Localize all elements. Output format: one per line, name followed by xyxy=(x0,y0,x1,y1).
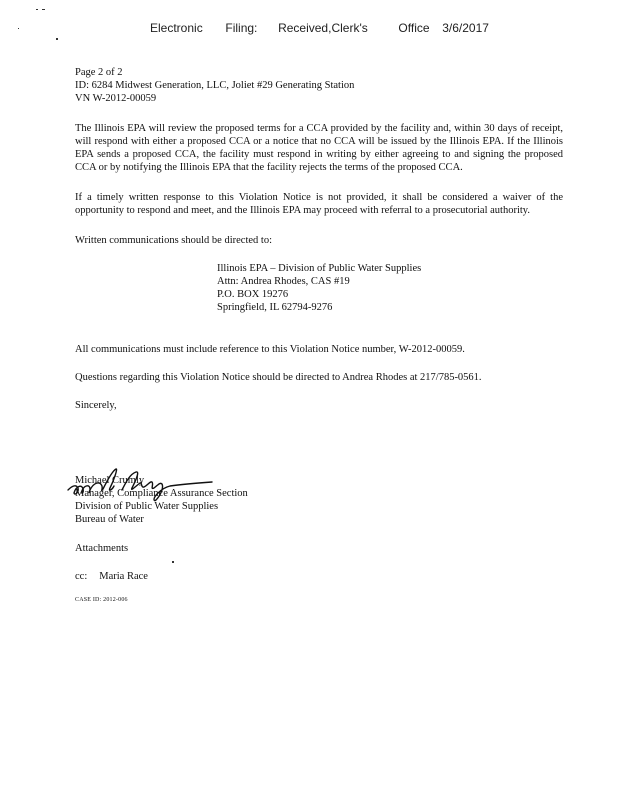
address-line: Illinois EPA – Division of Public Water Supplies xyxy=(217,263,422,274)
paragraph-written-communications: Written communications should be directed to: xyxy=(75,235,272,246)
cc-line xyxy=(75,570,563,583)
signer-name: Michael Crumly xyxy=(75,475,145,486)
address-line: P.O. BOX 19276 xyxy=(217,289,289,300)
case-id: CASE ID: 2012-006 xyxy=(75,597,128,603)
paragraph-questions: Questions regarding this Violation Notice should be directed to Andrea Rhodes at 217/785-0561. xyxy=(75,372,482,383)
stamp-label: Filing: xyxy=(225,21,258,35)
address-line: Springfield, IL 62794-9276 xyxy=(217,302,333,313)
scan-speck xyxy=(56,38,58,40)
attachments: Attachments xyxy=(75,543,129,554)
cc-label: cc: xyxy=(75,571,88,582)
scan-speck xyxy=(18,28,19,29)
paragraph-waiver: If a timely written response to this Violation Notice is not provided, it shall be considered a waiver of the opportunity to respond and meet, and the Illinois EPA may proceed with referral to a prosecutorial authority. xyxy=(75,192,563,216)
letter-body xyxy=(75,66,563,607)
filing-stamp xyxy=(150,21,489,35)
facility-id: ID: 6284 Midwest Generation, LLC, Joliet #29 Generating Station xyxy=(75,80,355,91)
stamp-label: Office xyxy=(398,21,430,35)
stamp-label: Received,Clerk's xyxy=(278,21,368,35)
paragraph-cca-review: The Illinois EPA will review the proposed terms for a CCA provided by the facility and, within 30 days of receipt, will respond with either a proposed CCA or a notice that no CCA will be issued by the Illinois EPA. If the Illinois EPA sends a proposed CCA, the facility must respond in writing by either agreeing to and signing the proposed CCA or by notifying the Illinois EPA that the facility rejects the terms of the proposed CCA. xyxy=(75,123,563,173)
cc-name: Maria Race xyxy=(99,571,148,582)
address-line: Attn: Andrea Rhodes, CAS #19 xyxy=(217,276,350,287)
paragraph-reference: All communications must include reference to this Violation Notice number, W-2012-00059. xyxy=(75,344,465,355)
signer-bureau: Bureau of Water xyxy=(75,514,144,525)
scan-speck xyxy=(42,9,45,10)
stamp-date: 3/6/2017 xyxy=(442,21,489,35)
mailing-address xyxy=(217,262,563,314)
closing: Sincerely, xyxy=(75,400,117,411)
signature-image xyxy=(66,466,216,504)
scan-speck xyxy=(36,9,38,10)
violation-notice-number: VN W-2012-00059 xyxy=(75,93,157,104)
stamp-label: Electronic xyxy=(150,21,203,35)
signer-division: Division of Public Water Supplies xyxy=(75,501,219,512)
signer-title: Manager, Compliance Assurance Section xyxy=(75,488,248,499)
page-number: Page 2 of 2 xyxy=(75,67,123,78)
